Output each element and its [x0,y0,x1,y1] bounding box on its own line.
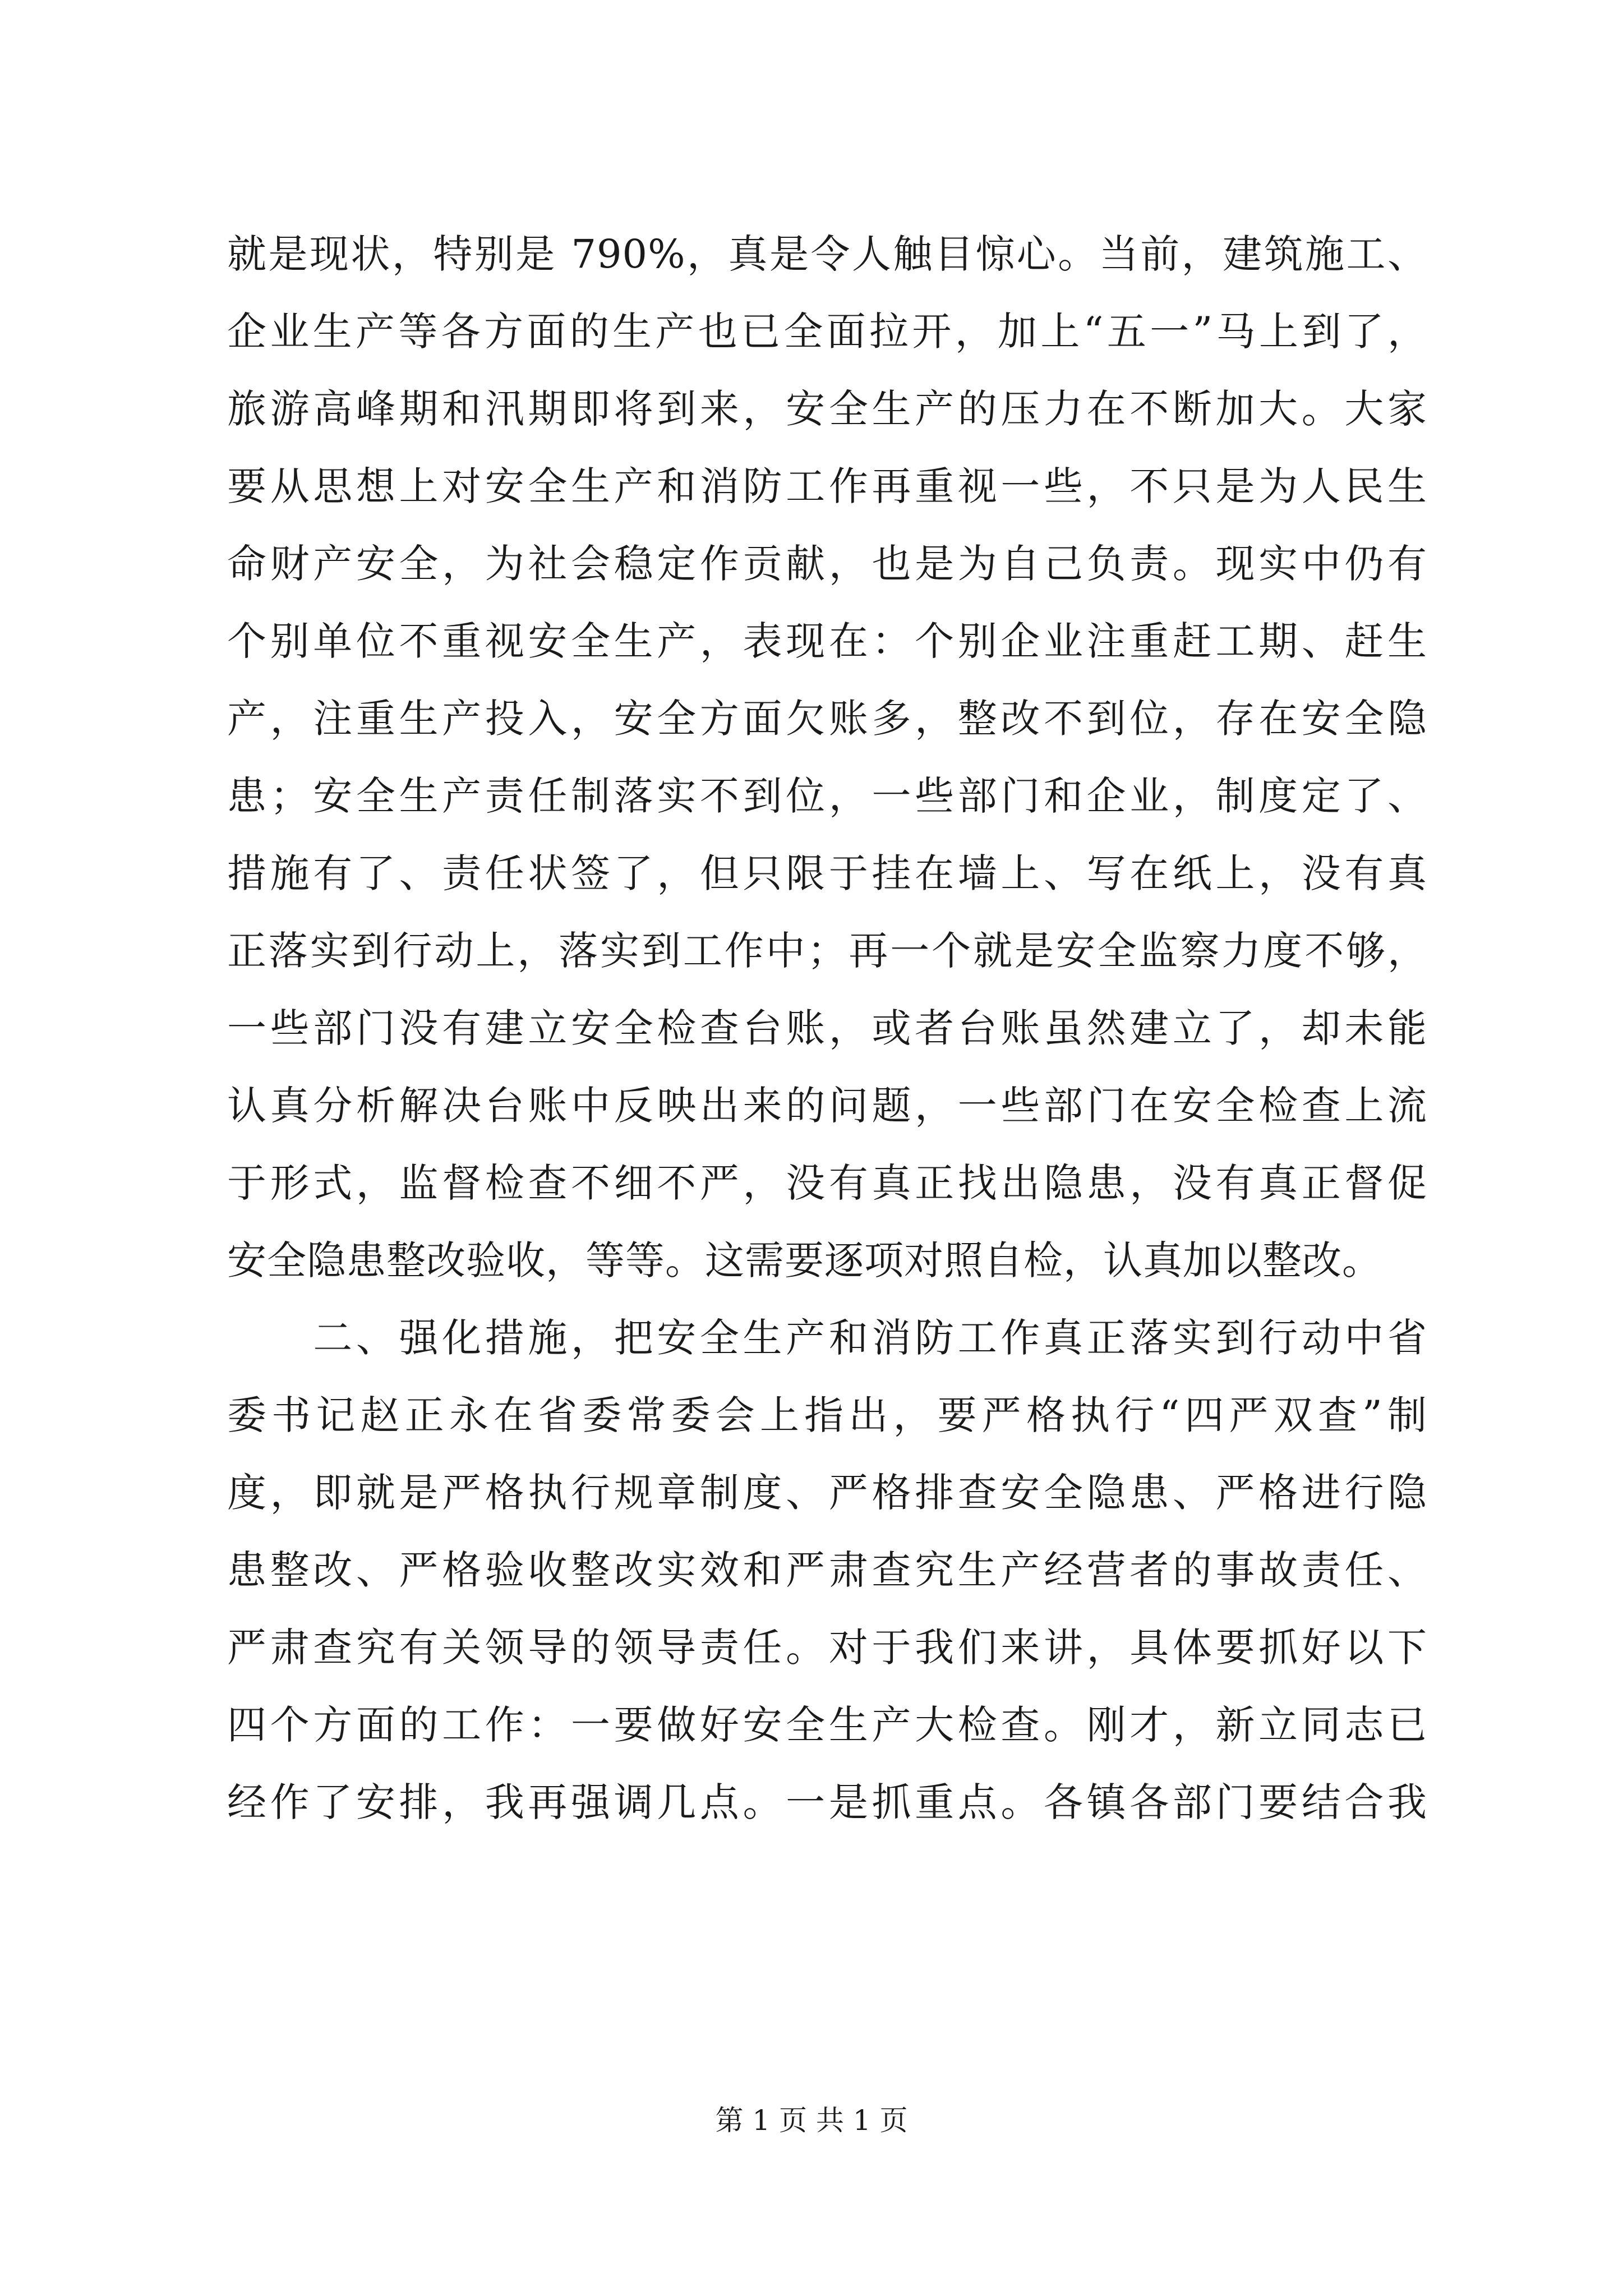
text-line: 度，即就是严格执行规章制度、严格排查安全隐患、严格进行隐 [227,1470,1427,1516]
text-line: 正落实到行动上，落实到工作中；再一个就是安全监察力度不够， [227,928,1427,974]
text-line: 二、强化措施，把安全生产和消防工作真正落实到行动中省 [227,1315,1427,1361]
text-line: 旅游高峰期和汛期即将到来，安全生产的压力在不断加大。大家 [227,386,1427,432]
text-line: 企业生产等各方面的生产也已全面拉开，加上“五一”马上到了， [227,309,1427,355]
text-line: 严肃查究有关领导的领导责任。对于我们来讲，具体要抓好以下 [227,1625,1427,1671]
text-line: 于形式，监督检查不细不严，没有真正找出隐患，没有真正督促 [227,1160,1427,1206]
text-line: 命财产安全，为社会稳定作贡献，也是为自己负责。现实中仍有 [227,541,1427,587]
text-line: 委书记赵正永在省委常委会上指出，要严格执行“四严双查”制 [227,1392,1427,1438]
text-line: 就是现状，特别是 790%，真是令人触目惊心。当前，建筑施工、 [227,231,1427,277]
text-line: 经作了安排，我再强调几点。一是抓重点。各镇各部门要结合我 [227,1779,1427,1825]
text-line: 四个方面的工作：一要做好安全生产大检查。刚才，新立同志已 [227,1702,1427,1748]
text-line: 一些部门没有建立安全检查台账，或者台账虽然建立了，却未能 [227,1005,1427,1051]
text-line: 患；安全生产责任制落实不到位，一些部门和企业，制度定了、 [227,773,1427,819]
text-line: 认真分析解决台账中反映出来的问题，一些部门在安全检查上流 [227,1083,1427,1129]
text-line: 产，注重生产投入，安全方面欠账多，整改不到位，存在安全隐 [227,696,1427,742]
text-line: 个别单位不重视安全生产，表现在：个别企业注重赶工期、赶生 [227,618,1427,664]
text-line: 患整改、严格验收整改实效和严肃查究生产经营者的事故责任、 [227,1547,1427,1593]
text-line: 要从思想上对安全生产和消防工作再重视一些，不只是为人民生 [227,463,1427,509]
page-number-footer: 第 1 页 共 1 页 [715,2104,908,2137]
text-line: 措施有了、责任状签了，但只限于挂在墙上、写在纸上，没有真 [227,850,1427,896]
body-text [227,215,1427,1841]
text-line: 安全隐患整改验收，等等。这需要逐项对照自检，认真加以整改。 [227,1237,1382,1283]
